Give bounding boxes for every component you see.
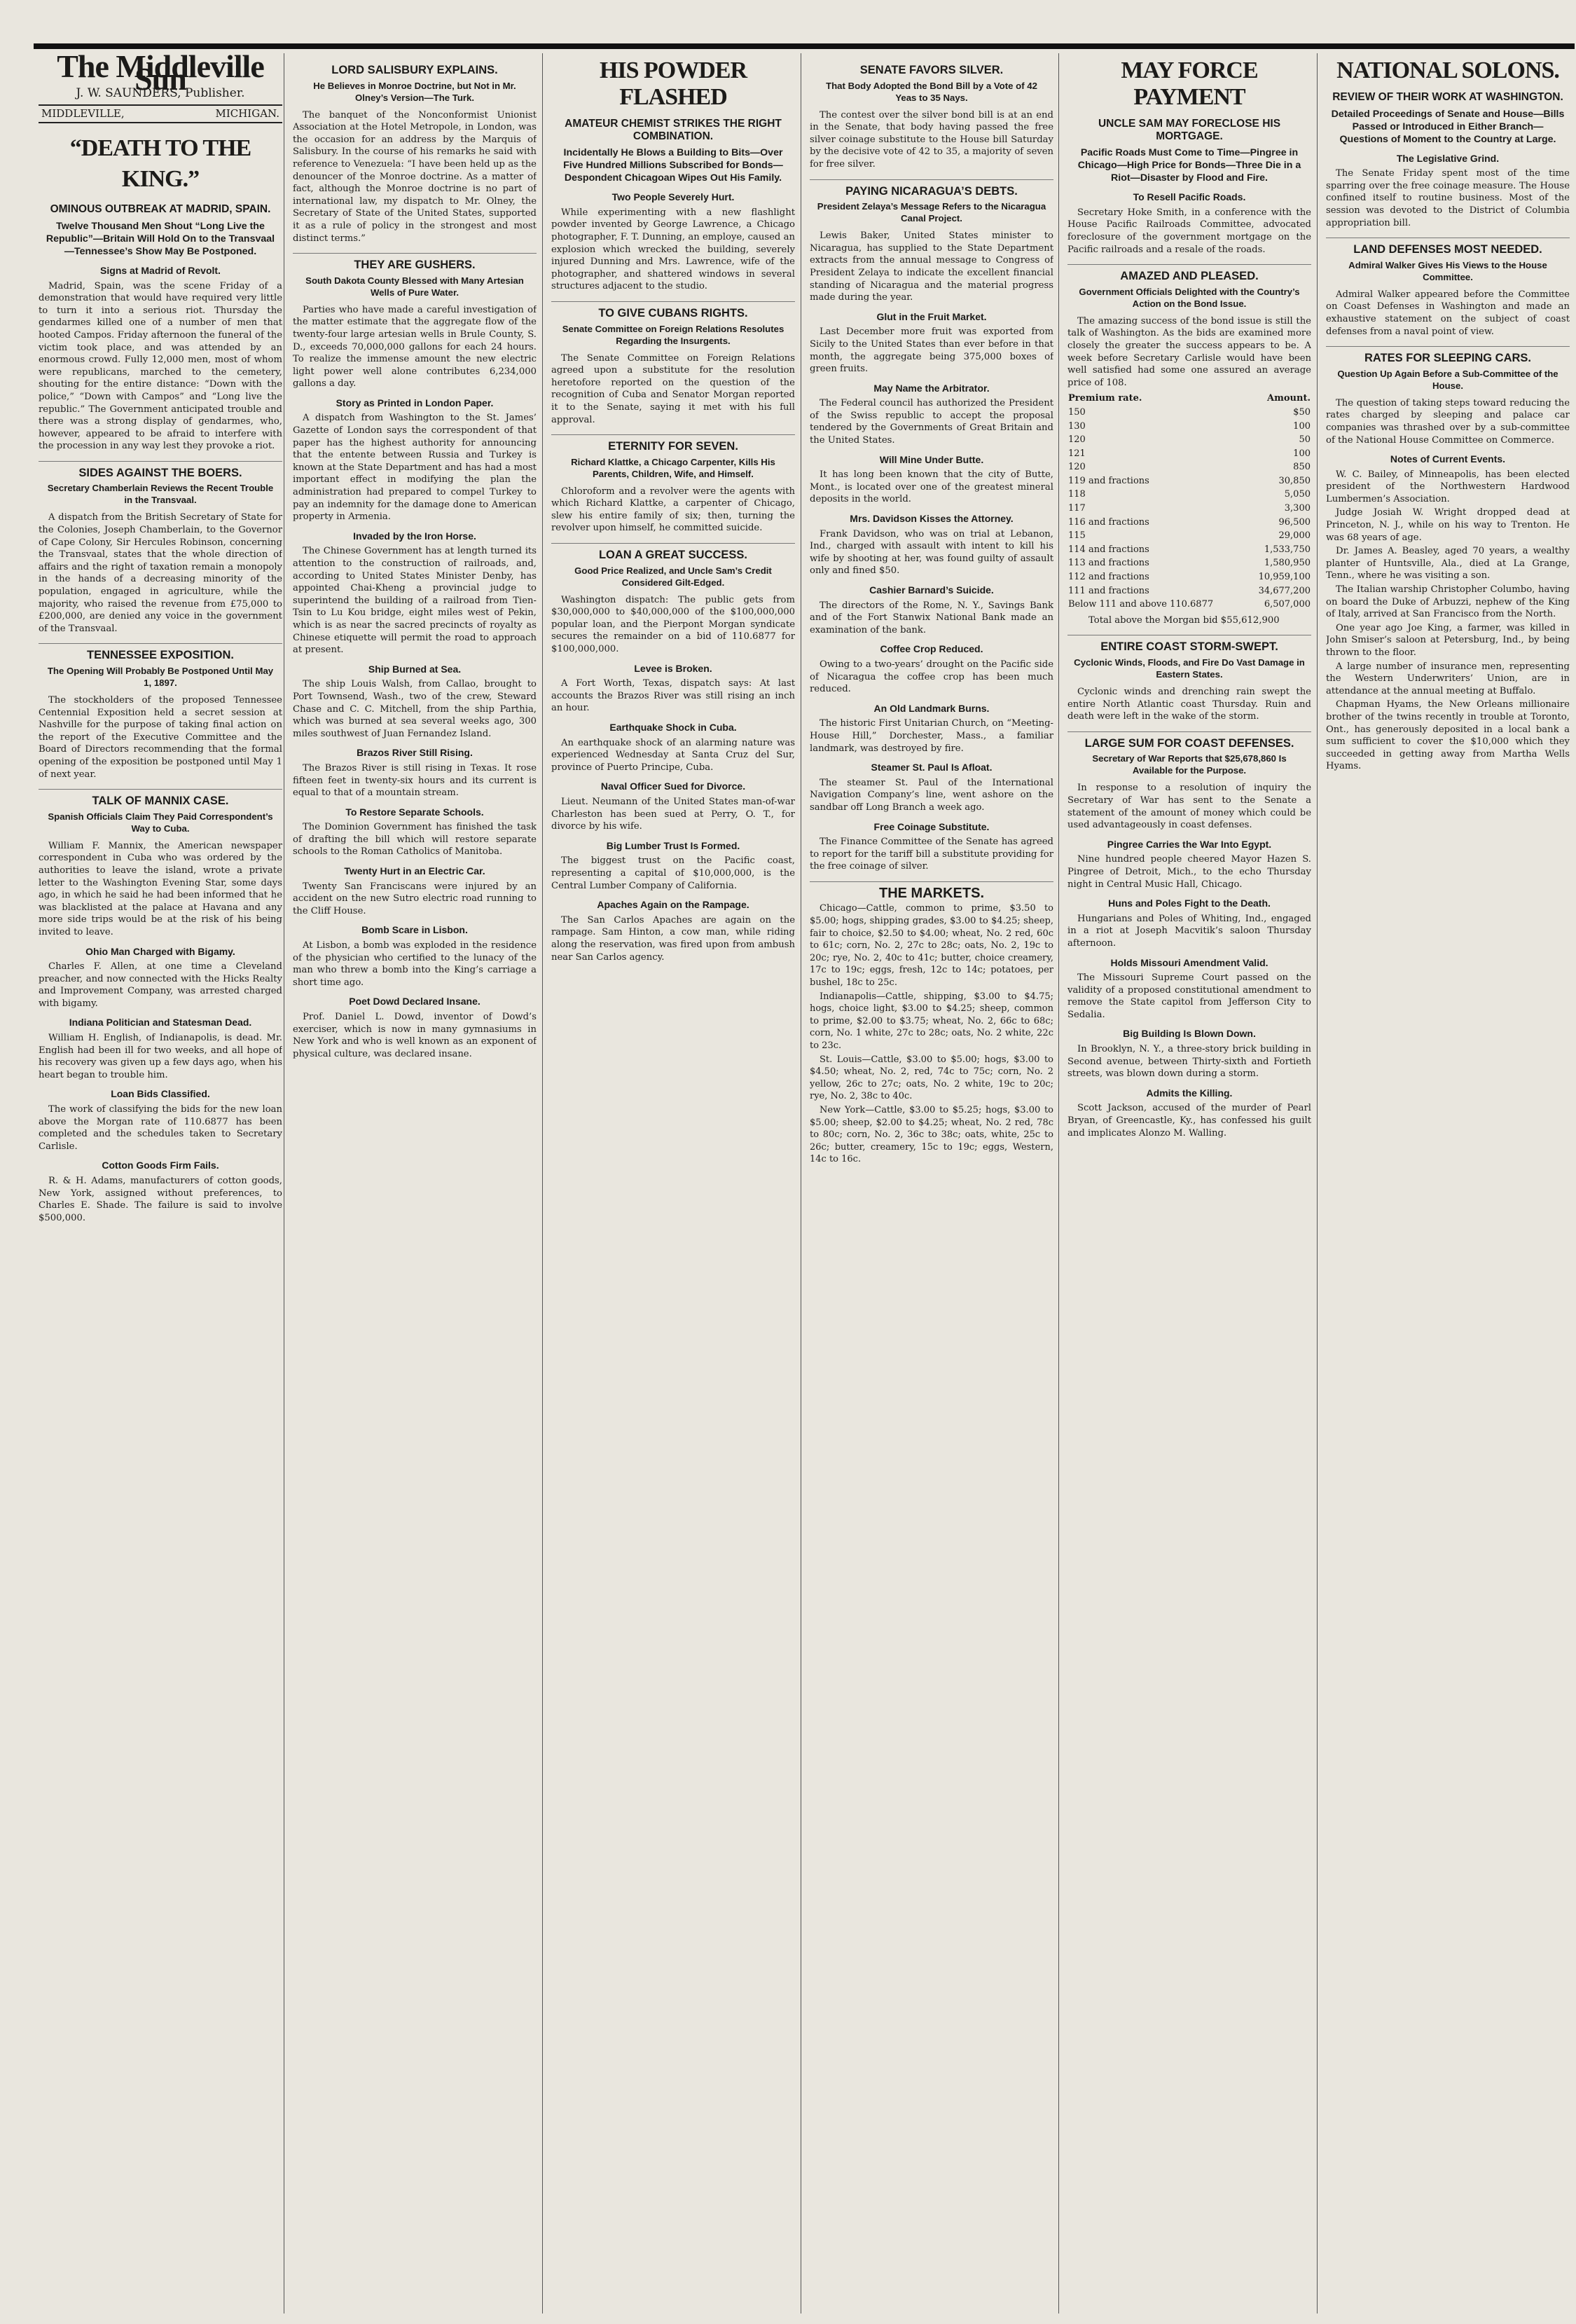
article-head: Invaded by the Iron Horse. [353,530,476,542]
headline: NATIONAL SOLONS. [1336,57,1559,83]
article-body: The Senate Friday spent most of the time sparring over the free coinage measure. The House confined itself to routine business. Most of the session was devoted to the District of Columbia appropriation bill. [1326,168,1570,228]
article-head: Holds Missouri Amendment Valid. [1110,956,1269,968]
article-head: TENNESSEE EXPOSITION. [39,643,282,662]
article-head: Story as Printed in London Paper. [336,397,494,408]
column-1 [39,53,282,2316]
article-body: The Brazos River is still rising in Texas. It rose fifteen feet in twenty-six hours and its current is equal to that of a mountain stream. [293,762,537,799]
premium-rate: 111 and fractions [1068,585,1149,596]
article-head: Big Lumber Trust Is Formed. [606,839,740,851]
premium-rate: 112 and fractions [1068,572,1149,583]
article-body: Dr. James A. Beasley, aged 70 years, a wealthy planter of Huntsville, Ala., died at La Grange, Tenn., where he was visiting a son. [1326,546,1570,582]
amount: 6,507,000 [1264,599,1311,610]
article-body: An earthquake shock of an alarming nature was experienced Wednesday at Santa Cruz del Sur, province of Puerto Principe, Cuba. [551,737,795,773]
article-body: The amazing success of the bond issue is still the talk of Washington. As the bids are examined more closely the greater the success appears to be. A week before Secretary Carlisle would have been well satisfied had some one assured an average price of 108. [1067,315,1311,388]
article-body: In response to a resolution of inquiry the Secretary of War has sent to the Senate a statement of the amount of money which could be used advantageously in coast defenses. [1067,783,1311,831]
article-head: Mrs. Davidson Kisses the Attorney. [850,513,1014,525]
column-divider [1058,53,1059,2313]
article-head: Admits the Killing. [1146,1087,1233,1099]
article-head: PAYING NICARAGUA’S DEBTS. [810,179,1053,198]
headline-deck: Incidentally He Blows a Building to Bits—Over Five Hundred Millions Subscribed for Bonds—Despondent Chicagoan Wipes Out His Family. [563,147,783,184]
article-head: Two People Severely Hurt. [611,191,735,203]
headline: MAY FORCE PAYMENT [1121,57,1258,110]
premium-rate: 113 and fractions [1068,558,1149,569]
article-body: Chapman Hyams, the New Orleans millionaire brother of the twins recently in trouble at Toronto, Ont., has generously deposited in a local bank a sum sufficient to cover the $10,000 which they succeeded in getting away from Martha Wells Hyams. [1326,699,1570,772]
article-body: The directors of the Rome, N. Y., Savings Bank and of the Fort Stanwix National Bank made an examination of the bank. [810,600,1053,635]
article-head: Cashier Barnard’s Suicide. [869,584,994,596]
article-head: Levee is Broken. [634,662,712,674]
article-head: To Resell Pacific Roads. [1133,191,1246,203]
article-body: Frank Davidson, who was on trial at Lebanon, Ind., charged with assault with intent to kill his wife by shooting at her, was found guilty of assault only and fined $50. [810,528,1053,577]
article-deck: That Body Adopted the Bond Bill by a Vote of 42 Yeas to 35 Nays. [826,80,1037,103]
premium-rate: Below 111 and above 110.6877 [1068,599,1214,610]
column-divider [1317,53,1318,2313]
masthead-title: The Middleville Sun [57,53,264,97]
article-body: The work of classifying the bids for the new loan above the Morgan rate of 110.6877 has been completed and the schedules taken to Secretary Carlisle. [39,1104,282,1152]
headline: HIS POWDER FLASHED [599,57,747,110]
amount: 34,677,200 [1258,585,1311,596]
article-deck: The Opening Will Probably Be Postponed Until May 1, 1897. [47,666,274,688]
article-head: An Old Landmark Burns. [873,702,990,714]
amount: 1,580,950 [1264,558,1311,569]
table-row [1067,420,1311,434]
article-head: Steamer St. Paul Is Afloat. [871,762,993,773]
article-head: Notes of Current Events. [1390,453,1506,465]
table-row [1067,474,1311,488]
table-row [1067,556,1311,570]
article-body: The Missouri Supreme Court passed on the validity of a proposed constitutional amendment to remove the State capitol from Jefferson City to Sedalia. [1067,972,1311,1020]
article-body: A dispatch from Washington to the St. James’ Gazette of London says the correspondent of that paper has the highest authority for announcing that the entente between Russia and Turkey is known at the State Department and has had a most important effect in modifying the plan the administration had prepared to compel Turkey to pay an indemnity for the damage done to American property in Armenia. [293,413,537,523]
column-2 [293,53,537,2316]
headline-sub: OMINOUS OUTBREAK AT MADRID, SPAIN. [50,203,271,216]
article-body: Madrid, Spain, was the scene Friday of a demonstration that would have required very little to turn it into a serious riot. Thursday the gendarmes killed one of a number of men that hooted Campos. Friday afternoon the funeral of the victim took place, and was attended by an enormous crowd. Fully 12,000 men, most of whom were republicans, marched to the cemetery, shouting for the entire distance: “Down with the police,” “Down with Campos” and “Long live the republic.” The Government anticipated trouble and there was a strong display of gendarmes, who, however, appeared to be afraid to interfere with the procession in any way lest they provoke a riot. [39,280,282,452]
article-head: Apaches Again on the Rampage. [597,899,749,911]
masthead-publisher: J. W. SAUNDERS, Publisher. [76,86,245,101]
article-deck: Admiral Walker Gives His Views to the House Committee. [1348,259,1547,282]
premium-rate: 150 [1068,406,1086,418]
premium-rate: 116 and fractions [1068,516,1149,528]
article-body: A dispatch from the British Secretary of State for the Colonies, Joseph Chamberlain, to the Governor of Cape Colony, Sir Hercules Robinson, concerning the Transvaal, states that the whole direction of affairs and the right of taxation remain a monopoly in the hands of a decreasing minority of the population, engaged in agriculture, while the majority, who raised the revenue from £75,000 to £200,000, are denied any voice in the government of the Transvaal. [39,512,282,634]
article-body: In Brooklyn, N. Y., a three-story brick building in Second avenue, between Thirty-sixth and Fortieth streets, was blown down during a storm. [1067,1044,1311,1080]
headline-deck: Pacific Roads Must Come to Time—Pingree in Chicago—High Price for Bonds—Three Die in a Riot—Disaster by Flood and Fire. [1077,147,1301,184]
article-head: Bomb Scare in Lisbon. [361,924,468,936]
article-deck: Secretary Chamberlain Reviews the Recent Trouble in the Transvaal. [47,483,274,506]
table-total: Total above the Morgan bid $55,612,900 [1088,614,1280,626]
article-head: Ohio Man Charged with Bigamy. [85,945,235,957]
article-deck: Secretary of War Reports that $25,678,860 Is Available for the Purpose. [1092,753,1287,776]
table-row [1067,433,1311,447]
article-head: Big Building Is Blown Down. [1123,1028,1256,1040]
article-head: THEY ARE GUSHERS. [293,253,537,272]
column-3 [551,53,795,2316]
amount: 30,850 [1278,475,1311,486]
article-head: Huns and Poles Fight to the Death. [1108,898,1271,909]
table-row [1067,447,1311,461]
article-body: The question of taking steps toward reducing the rates charged by sleeping and palace car companies was thrashed over by a sub-committee of the National House Committee on Commerce. [1326,397,1570,446]
article-head: LARGE SUM FOR COAST DEFENSES. [1067,731,1311,750]
amount: 29,000 [1278,530,1311,542]
article-body: R. & H. Adams, manufacturers of cotton goods, New York, assigned without preferences, to Charles E. Shade. The failure is said to involve $500,000. [39,1176,282,1223]
article-head: LORD SALISBURY EXPLAINS. [331,64,498,76]
article-head: Cotton Goods Firm Fails. [102,1160,219,1171]
article-head: Will Mine Under Butte. [879,453,984,465]
premium-rate: 130 [1068,420,1086,432]
premium-rate: 120 [1068,462,1086,473]
article-body: Lieut. Neumann of the United States man-of-war Charleston has been sued at Perry, O. T., for divorce by his wife. [551,796,795,832]
article-body: Chloroform and a revolver were the agents with which Richard Klattke, a carpenter of Chicago, slew his entire family of six; then, turning the revolver upon himself, he committed suicide. [551,486,795,534]
article-body: The Senate Committee on Foreign Relations agreed upon a substitute for the resolution heretofore reported on the question of the recognition of Cuba and Senator Morgan reported it to the Senate, saying it met with his full approval. [551,352,795,425]
article-body: While experimenting with a new flashlight powder invented by George Lawrence, a Chicago photographer, F. T. Dunning, an employe, caused an explosion which wrecked the building, severely injured Dunning and Mrs. Lawrence, wife of the photographer, and shattered windows in several structures adjacent to the studio. [551,207,795,292]
article-body: The steamer St. Paul of the International Navigation Company’s line, went ashore on the sandbar off Long Branch a week ago. [810,777,1053,813]
premium-rate: 118 [1068,489,1086,500]
article-body: The Dominion Government has finished the task of drafting the bill which will restore separate schools to the Roman Catholics of Manitoba. [293,822,537,858]
table-row [1067,543,1311,557]
article-head: SENATE FAVORS SILVER. [859,64,1004,76]
table-row [1067,406,1311,420]
article-head: RATES FOR SLEEPING CARS. [1326,346,1570,365]
article-head: Earthquake Shock in Cuba. [609,722,737,733]
table-header: Amount. [1267,393,1311,404]
headline-sub: UNCLE SAM MAY FORECLOSE HIS MORTGAGE. [1098,118,1281,142]
article-deck: Senate Committee on Foreign Relations Resolutes Regarding the Insurgents. [562,323,784,346]
article-body: Lewis Baker, United States minister to Nicaragua, has supplied to the State Department extracts from the annual message to Congress of President Zelaya to indicate the excellent financial standing of Nicaragua and the material progress made during the year. [810,231,1053,303]
article-body: Parties who have made a careful investigation of the matter estimate that the aggregate flow of the twenty-four large artesian wells in Brule County, S. D., exceeds 70,000,000 gallons for each 24 hours. To realize the immense amount the new electric light power well alone contributes 6,234,000 gallons a day. [293,304,537,390]
article-body: The San Carlos Apaches are again on the rampage. Sam Hinton, a cow man, while riding along the reservation, was fired upon from ambush near San Carlos agency. [551,914,795,963]
article-deck: Government Officials Delighted with the Country’s Action on the Bond Issue. [1079,286,1300,309]
amount: $50 [1293,406,1311,418]
article-body: The contest over the silver bond bill is at an end in the Senate, that body having passed the free silver coinage substitute to the House bill Saturday by the decisive vote of 42 to 35, a majority of seven for free silver. [810,109,1053,170]
article-body: The Federal council has authorized the President of the Swiss republic to accept the proposal tendered by the Governments of Great Britain and the United States. [810,398,1053,446]
article-body: Hungarians and Poles of Whiting, Ind., engaged in a riot at Joseph Macvitik’s saloon Thursday afternoon. [1067,913,1311,949]
article-body: The Chinese Government has at length turned its attention to the construction of railroads, and, according to United States Minister Denby, has appointed Chai-Kheng a provincial judge to superintend the building of a railroad from Tien-Tsin to Lu Kou bridge, eight miles west of Pekin, which is as near the sacred precincts of royalty as Chinese etiquette will permit the road to approach at present. [293,546,537,656]
article-body: The biggest trust on the Pacific coast, representing a capital of $10,000,000, is the Central Lumber Company of California. [551,855,795,891]
column-4 [810,53,1053,2316]
market-report: St. Louis—Cattle, $3.00 to $5.00; hogs, $3.00 to $4.50; wheat, No. 2, red, 74c to 75c; corn, No. 2 yellow, 26c to 27c; oats, No. 2 white, 19c to 20c; rye, No. 2, 38c to 40c. [810,1054,1053,1102]
article-body: Washington dispatch: The public gets from $30,000,000 to $40,000,000 of the $100,000,000 popular loan, and the Pierpont Morgan syndicate secures the remainder on a bid of 110.6877 for $100,000,000. [551,594,795,655]
article-head: Glut in the Fruit Market. [876,310,987,322]
article-head: Loan Bids Classified. [111,1088,210,1100]
article-body: At Lisbon, a bomb was exploded in the residence of the physician who certified to the lunacy of the man who threw a bomb into the King’s carriage a short time ago. [293,940,537,988]
table-row [1067,516,1311,530]
amount: 50 [1299,434,1311,446]
article-body: Twenty San Franciscans were injured by an accident on the new Sutro electric road running to the Cliff House. [293,881,537,916]
top-rule [34,43,1575,49]
amount: 96,500 [1278,516,1311,528]
article-head: May Name the Arbitrator. [873,382,990,394]
table-row [1067,529,1311,543]
article-body: Owing to a two-years’ drought on the Pacific side of Nicaragua the coffee crop has been much reduced. [810,659,1053,695]
column-5 [1067,53,1311,2316]
article-head: TO GIVE CUBANS RIGHTS. [551,301,795,320]
article-head: Ship Burned at Sea. [368,663,462,675]
article-body: Cyclonic winds and drenching rain swept the entire North Atlantic coast Thursday. Ruin and death were left in the wake of the storm. [1067,687,1311,722]
amount: 100 [1293,448,1311,459]
amount: 100 [1293,420,1311,432]
article-head: Pingree Carries the War Into Egypt. [1107,838,1272,850]
article-head: LOAN A GREAT SUCCESS. [551,543,795,562]
article-body: The stockholders of the proposed Tennessee Centennial Exposition held a secret session at Nashville for the purpose of taking final action on the report of the Executive Committee and the Board of Directors recommending that the formal opening of the exposition be postponed until May 1 of next year. [39,695,282,780]
table-row [1067,570,1311,584]
article-body: Admiral Walker appeared before the Committee on Coast Defenses in Washington and made an exhaustive statement on the subject of coast defenses from a naval point of view. [1326,289,1570,337]
article-body: W. C. Bailey, of Minneapolis, has been elected president of the Northwestern Hardwood Lumbermen’s Association. [1326,469,1570,504]
article-head: Signs at Madrid of Revolt. [100,264,221,276]
headline-sub: REVIEW OF THEIR WORK AT WASHINGTON. [1332,91,1563,103]
table-row [1067,502,1311,516]
column-6 [1326,53,1570,2316]
table-row [1067,488,1311,502]
amount: 850 [1293,462,1311,473]
article-head: Twenty Hurt in an Electric Car. [344,865,485,877]
article-body: Last December more fruit was exported from Sicily to the United States than ever before in that month, the aggregate being 375,000 boxes of green fruits. [810,326,1053,375]
article-head: Indiana Politician and Statesman Dead. [69,1017,252,1029]
article-deck: Question Up Again Before a Sub-Committee of the House. [1337,368,1558,391]
article-head: The Legislative Grind. [1396,152,1500,164]
markets-head: THE MARKETS. [810,881,1053,900]
article-deck: Richard Klattke, a Chicago Carpenter, Kills His Parents, Children, Wife, and Himself. [571,456,775,479]
article-head: To Restore Separate Schools. [345,806,484,818]
premium-rate: 119 and fractions [1068,475,1149,486]
article-body: Prof. Daniel L. Dowd, inventor of Dowd’s exerciser, which is now in many gymnasiums in New York and who is well known as an exponent of physical culture, was declared insane. [293,1012,537,1059]
article-body: The Italian warship Christopher Columbo, having on board the Duke of Arbuzzi, nephew of the King of Italy, arrived at San Francisco from the North. [1326,584,1570,620]
article-body: Judge Josiah W. Wright dropped dead at Princeton, N. J., while on his way to Trenton. He was 68 years of age. [1326,507,1570,543]
article-body: The historic First Unitarian Church, on “Meeting-House Hill,” Dorchester, Mass., a familiar landmark, was destroyed by fire. [810,718,1053,754]
amount: 1,533,750 [1264,544,1311,555]
headline: “DEATH TO THE KING.” [69,135,251,193]
premium-rate: 114 and fractions [1068,544,1149,555]
headline-sub: AMATEUR CHEMIST STRIKES THE RIGHT COMBINATION. [565,118,782,142]
premium-rate: 115 [1068,530,1086,542]
table-header: Premium rate. [1068,393,1142,404]
article-body: A Fort Worth, Texas, dispatch says: At last accounts the Brazos River was still rising an inch an hour. [551,678,795,714]
article-body: William H. English, of Indianapolis, is dead. Mr. English had been ill for two weeks, and all hope of his recovery was given up a few days ago, when his heart began to trouble him. [39,1033,282,1080]
article-head: Poet Dowd Declared Insane. [349,996,481,1008]
article-head: Free Coinage Substitute. [873,820,990,832]
headline-deck: Detailed Proceedings of Senate and House—Bills Passed or Introduced in Either Branch—Questions of Moment to the Country at Large. [1331,108,1565,145]
article-head: Coffee Crop Reduced. [880,643,983,655]
premium-rate: 120 [1068,434,1086,446]
masthead-town: MIDDLEVILLE, [41,106,125,120]
article-deck: Cyclonic Winds, Floods, and Fire Do Vast Damage in Eastern States. [1074,657,1305,680]
market-report: New York—Cattle, $3.00 to $5.25; hogs, $3.00 to $5.00; sheep, $2.00 to $4.25; wheat, No. 2 red, 78c to 80c; corn, No. 2, 36c to 38c; oats, white, 25c to 26c; butter, creamery, 15c to 19c; eggs, Western, 14c to 16c. [810,1104,1053,1165]
article-body: William F. Mannix, the American newspaper correspondent in Cuba who was ordered by the authorities to leave the island, wrote a private letter to the Washington Evening Star, some days ago, in which he said he had been informed that he was blacklisted at the palace at Havana and any more side trips would be at the risk of his being invited to leave. [39,840,282,937]
article-head: SIDES AGAINST THE BOERS. [39,461,282,480]
amount: 10,959,100 [1258,572,1311,583]
article-body: The banquet of the Nonconformist Unionist Association at the Hotel Metropole, in London, was the occasion for an address by the Marquis of Salisbury. In the course of his remarks he said with reference to Venezuela: “I have been held up as the denouncer of the Monroe doctrine. As a matter of fact, although the Monroe doctrine is no part of international law, my dispatch to Mr. Olney, the Secretary of State of the United States, supported it as a rule of policy in the strongest and most distinct terms.” [293,109,537,244]
headline-deck: Twelve Thousand Men Shout “Long Live the Republic”—Britain Will Hold On to the Transvaal—Tennessee’s Show May Be Postponed. [46,220,275,257]
premium-rate: 117 [1068,503,1086,514]
article-body: The ship Louis Walsh, from Callao, brought to Port Townsend, Wash., two of the crew, Steward Chase and C. C. Mitchell, from the ship Parthia, which was burned at sea several weeks ago, 300 miles southwest of Juan Fernandez Island. [293,679,537,739]
article-head: AMAZED AND PLEASED. [1067,264,1311,283]
market-report: Indianapolis—Cattle, shipping, $3.00 to $4.75; hogs, choice light, $3.00 to $4.25; sheep, common to prime, $2.00 to $3.75; wheat, No. 2, 66c to 68c; corn, No. 1 white, 27c to 28c; oats, No. 2 white, 22c to 23c. [810,991,1053,1051]
article-head: Brazos River Still Rising. [357,747,473,759]
article-head: ETERNITY FOR SEVEN. [551,434,795,453]
article-deck: President Zelaya’s Message Refers to the Nicaragua Canal Project. [817,201,1046,224]
market-report: Chicago—Cattle, common to prime, $3.50 to $5.00; hogs, shipping grades, $3.00 to $4.25; sheep, fair to choice, $2.50 to $4.00; wheat, No. 2 red, 60c to 61c; corn, No. 2, 27c to 28c; oats, No. 2, 19c to 20c; rye, No. 2, 40c to 41c; butter, choice creamery, 17c to 19c; eggs, fresh, 12c to 14c; potatoes, per bushel, 18c to 25c. [810,903,1053,989]
table-row [1067,584,1311,598]
article-body: One year ago Joe King, a farmer, was killed in John Smiser’s saloon at Petersburg, Ind., by being thrown to the floor. [1326,622,1570,658]
article-deck: He Believes in Monroe Doctrine, but Not in Mr. Olney’s Version—The Turk. [313,80,516,103]
table-row [1067,598,1311,612]
article-body: Charles F. Allen, at one time a Cleveland preacher, and now connected with the Hicks Realty and Improvement Company, was arrested charged with bigamy. [39,961,282,1009]
table-row [1067,460,1311,474]
article-deck: Good Price Realized, and Uncle Sam’s Credit Considered Gilt-Edged. [574,565,772,588]
column-divider [542,53,543,2313]
article-deck: Spanish Officials Claim They Paid Correspondent’s Way to Cuba. [48,811,273,834]
masthead-dateline [39,104,282,124]
article-body: The Finance Committee of the Senate has agreed to report for the tariff bill a substitute providing for the free coinage of silver. [810,837,1053,872]
article-body: Scott Jackson, accused of the murder of Pearl Bryan, of Greencastle, Ky., has confessed his guilt and implicates Alonzo M. Walling. [1067,1103,1311,1139]
article-head: TALK OF MANNIX CASE. [39,789,282,808]
article-deck: South Dakota County Blessed with Many Artesian Wells of Pure Water. [305,275,524,298]
article-body: A large number of insurance men, representing the Western Underwriters’ Union, are in attendance at the annual meeting at Buffalo. [1326,661,1570,696]
article-head: LAND DEFENSES MOST NEEDED. [1326,238,1570,256]
article-body: Nine hundred people cheered Mayor Hazen S. Pingree of Detroit, Mich., to the echo Thursday night in Central Music Hall, Chicago. [1067,854,1311,890]
bond-table [1067,392,1311,612]
premium-rate: 121 [1068,448,1086,459]
amount: 3,300 [1284,503,1311,514]
article-head: Naval Officer Sued for Divorce. [600,781,746,792]
article-head: ENTIRE COAST STORM-SWEPT. [1067,635,1311,654]
amount: 5,050 [1284,489,1311,500]
masthead-state: MICHIGAN. [215,106,279,120]
article-body: Secretary Hoke Smith, in a conference with the House Pacific Railroads Committee, advocated foreclosure of the government mortgage on the Pacific railroads and a resale of the roads. [1067,207,1311,255]
article-body: It has long been known that the city of Butte, Mont., is located over one of the greatest mineral deposits in the world. [810,469,1053,505]
